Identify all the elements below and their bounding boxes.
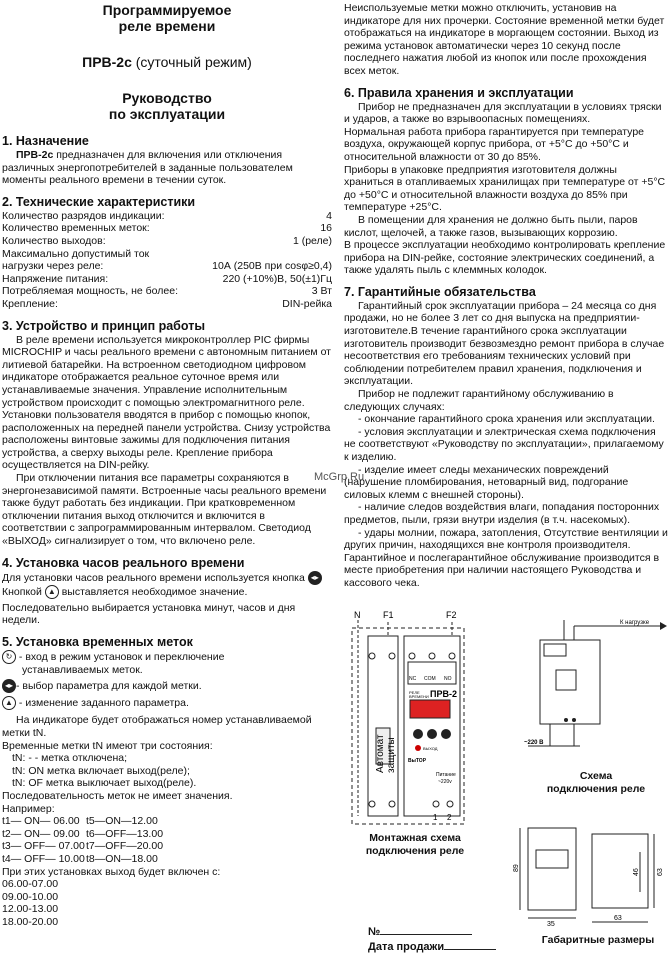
label-f2: F2 — [446, 610, 457, 620]
examples-list — [2, 815, 332, 865]
mode-button-icon: ↻ — [2, 650, 16, 664]
power-label-1: Питание — [436, 772, 456, 778]
section-5-bullet1b: устанавливаемых меток. — [22, 663, 143, 676]
section-4-line3: Последовательно выбирается установка минут, часов и дня недели. — [2, 601, 296, 627]
spec-value: 1 (реле) — [292, 234, 332, 247]
relay-display — [410, 700, 450, 718]
state-item: tN: OF метка выключает выход(реле). — [12, 777, 197, 790]
section-6-p3: Приборы в упаковке предприятия изготовителя должны храниться в отапливаемых хранилищах при температуре от +5°С до +50°С и относительной влажности воздуха до 85% при температуре +25°С. — [344, 163, 666, 214]
supply-label: ~220 В — [524, 740, 544, 746]
spec-row — [2, 248, 332, 261]
dim-width-front: 35 — [547, 921, 555, 928]
contact-no: NO — [444, 676, 452, 682]
section-6-p5: В процессе эксплуатации необходимо контролировать крепление прибора на DIN-рейке, состояние электрических соединений, а также удалять пыль с клеммных колодок. — [344, 239, 666, 277]
spec-row — [2, 235, 332, 248]
state-item: tN: - - метка отключена; — [12, 752, 128, 765]
section-5-p4: Например: — [2, 802, 55, 815]
section-1-heading: 1. Назначение — [2, 134, 89, 148]
section-3-p3: При отключении питания все параметры сохраняются в энергонезависимой памяти. Встроенные часы реального времени также будут работать без индикации. При кратковременном отключении питания выход отключится и включится в соответствии с запрограммированным интервалом. Светодиод «ВЫХОД» сигнализирует о том, что включено реле. — [2, 472, 327, 548]
exit-label: ВЫХОД — [423, 746, 438, 751]
load-label: К нагрузке — [620, 620, 650, 626]
example-a: t2— ON— 09.00 — [2, 827, 80, 840]
mode-button — [413, 729, 423, 739]
breaker-label-2: защиты — [386, 737, 397, 773]
section-6-p1: Прибор не предназначен для эксплуатации в условиях тряски и ударов, а также во взрывоопасных помещениях. — [344, 100, 662, 126]
device-model: ПРВ-2 — [430, 689, 457, 699]
section-7-p1: Гарантийный срок эксплуатации прибора – 24 месяца со дня продажи, но не более 3 лет со дня выпуска на предприятии-изготовителе.В течение гарантийного срока эксплуатации изготовитель производит безвозмездно ремонт прибора в случае несоответствия его требованиям технических условий при соблюдении потребителем правил хранения, подключения и эксплуатации. — [344, 299, 665, 388]
example-a: t3— OFF— 07.00 — [2, 840, 85, 853]
spec-row — [2, 222, 332, 235]
section-7-c4: - наличие следов воздействия влаги, попадания посторонних предметов, пыли, грязи внутри изделия (в т.ч. насекомых). — [344, 501, 660, 526]
section-7-c5: - удары молнии, пожара, затопления, Отсутствие вентиляции и других причин, находящихся вне контроля производителя. — [344, 526, 668, 552]
spec-row — [2, 210, 332, 223]
example-a: t1— ON— 06.00 — [2, 815, 80, 828]
section-7-c2: - условия эксплуатации и электрическая схема подключения не соответствуют «Руководству по эксплуатации», прилагаемому к изделию. — [344, 425, 664, 463]
device-label-small-2: ВРЕМЕНИ — [409, 694, 429, 699]
section-7-p3: Гарантийное и послегарантийное обслуживание производится в месте приобретения при наличии настоящего Руководства и кассового чека. — [344, 551, 660, 589]
change-button-icon: ▲ — [2, 696, 16, 710]
spec-key: Потребляемая мощность, не более: — [2, 285, 178, 298]
spec-value: 16 — [320, 222, 332, 235]
example-a: t4— OFF— 10.00 — [2, 852, 85, 865]
section-4-heading: 4. Установка часов реального времени — [2, 555, 245, 570]
spec-key: Напряжение питания: — [2, 272, 109, 285]
watermark: McGrp.Ru — [314, 471, 365, 483]
sale-date: Дата продажи — [368, 941, 496, 953]
left-column — [2, 0, 332, 929]
section-5-heading: 5. Установка временных меток — [2, 634, 193, 649]
wiring-caption: Монтажная схема подключения реле — [365, 832, 465, 857]
section-7-c3: - изделие имеет следы механических повреждений (нарушение пломбирования, нетоварный вид, подгорание силовых клемм с внешней стороны). — [344, 463, 629, 501]
select-button — [427, 729, 437, 739]
select-button-icon: ◂▸ — [2, 679, 16, 693]
right-top-text: Неиспользуемые метки можно отключить, установив на индикаторе для них прочерки. Состояние временной метки будет отображаться на индикаторе в моргающем состоянии. Выход из режима установок автоматически через 10 секунд после последнего нажатия любой из кнопок или после прохождения всех меток. — [344, 2, 665, 77]
spec-key: Количество временных меток: — [2, 222, 150, 235]
example-row — [2, 840, 332, 853]
contact-com: COM — [424, 676, 436, 682]
section-7-c1: - окончание гарантийного срока хранения или эксплуатации. — [358, 413, 655, 426]
section-3-p2: Установки пользователя вводятся в прибор с помощью кнопок, расположенных на передней панели устройства. Снизу устройства расположены винтовые зажимы для подключения питания устройства, а сверху выходы реле. Крепление прибора осуществляется на DIN-рейку. — [2, 409, 331, 472]
section-6-heading: 6. Правила хранения и эксплуатации — [344, 85, 574, 100]
spec-row — [2, 273, 332, 286]
example-b: t6—OFF—13.00 — [86, 827, 164, 840]
section-7-heading: 7. Гарантийные обязательства — [344, 284, 536, 299]
spec-key: Максимально допустимый ток — [2, 247, 150, 260]
terminal-2: 2 — [447, 813, 452, 822]
label-f1: F1 — [383, 610, 394, 620]
manual-title: Руководство по эксплуатации — [108, 90, 226, 122]
relay-outline — [540, 640, 600, 724]
section-4-line1: Для установки часов реального времени используется кнопка ◂▸ — [2, 571, 332, 585]
spec-row — [2, 285, 332, 298]
breaker-label-1: Автомат — [375, 734, 386, 773]
contact-nc: NC — [409, 676, 417, 682]
example-row — [2, 853, 332, 866]
scheme-caption: Схема подключения реле — [546, 770, 646, 795]
section-5-bullet3: ▲ - изменение заданного параметра. — [2, 696, 332, 710]
dimensions-caption: Габаритные размеры — [541, 934, 655, 946]
sale-number: № — [368, 926, 472, 938]
spec-key: Количество выходов: — [2, 234, 106, 247]
up-button-icon: ▲ — [45, 585, 59, 599]
section-5-bullet1: ↻ - вход в режим установок и переключение — [2, 650, 332, 664]
spec-value: DIN-рейка — [282, 297, 332, 310]
section-7-p2: Прибор не подлежит гарантийному обслуживанию в следующих случаях: — [344, 388, 614, 413]
dim-depth-1: 46 — [633, 868, 640, 876]
relay-body — [404, 636, 460, 816]
spec-row — [2, 298, 332, 311]
spec-value: 220 (+10%)В, 50(±1)Гц — [222, 272, 332, 285]
spec-value: 4 — [326, 209, 332, 222]
interval-item: 06.00-07.00 — [2, 878, 59, 891]
connection-scheme — [520, 616, 668, 756]
right-column — [344, 0, 668, 590]
power-label-2: ~220v — [438, 779, 452, 785]
section-5-p1: На индикаторе будет отображаться номер устанавливаемой метки tN. — [2, 714, 312, 739]
label-n: N — [354, 610, 361, 620]
up-button — [441, 729, 451, 739]
model-title: ПРВ-2с (суточный режим) — [82, 54, 252, 70]
intervals-list — [2, 878, 332, 928]
spec-key: Крепление: — [2, 297, 58, 310]
interval-item: 12.00-13.00 — [2, 903, 59, 916]
section-4-line2: Кнопкой ▲ выставляется необходимое значение. — [2, 585, 248, 598]
example-b: t7—OFF—20.00 — [86, 840, 164, 853]
spec-row — [2, 260, 332, 273]
spec-value: 3 Вт — [311, 285, 332, 298]
example-row — [2, 828, 332, 841]
terminal-1: 1 — [433, 813, 438, 822]
interval-item: 18.00-20.00 — [2, 915, 59, 928]
device-label-small-1: РЕЛЕ — [409, 690, 420, 695]
section-6-p2: Нормальная работа прибора гарантируется при температуре воздуха, окружающей корпус прибора, от +5°С до +50°С и относительной влажности от 30 до 85%. — [344, 125, 644, 163]
states-list — [2, 752, 332, 790]
section-3-p1: В реле времени используется микроконтроллер PIC фирмы MICROCHIP и часы реального времени с автономным питанием от литиевой батарейки. На встроенном светодиодном цифровом индикаторе отображается реальное суточное время или устанавливаемые значения. Управление исполнительным устройством происходит с помощью электромагнитного реле. — [2, 333, 331, 409]
section-5-p2: Временные метки tN имеют три состояния: — [2, 739, 213, 752]
section-5-p5: При этих установках выход будет включен с: — [2, 865, 221, 878]
section-5-p3: Последовательность меток не имеет значения. — [2, 789, 233, 802]
spec-key: Количество разрядов индикации: — [2, 209, 165, 222]
state-item: tN: ON метка включает выход(реле); — [12, 764, 190, 777]
brand-label: ВыТОР — [408, 758, 427, 764]
dim-width-side: 63 — [614, 915, 622, 922]
section-2-heading: 2. Технические характеристики — [2, 194, 196, 209]
section-6-p4: В помещении для хранения не должно быть пыли, паров кислот, щелочей, а также газов, вызывающих коррозию. — [344, 213, 638, 239]
example-b: t8—ON—18.00 — [86, 852, 158, 865]
left-right-button-icon: ◂▸ — [308, 571, 322, 585]
dim-depth-2: 63 — [657, 868, 664, 876]
example-b: t5—ON—12.00 — [86, 815, 158, 828]
spec-value: 10А (250В при cosφ≥0,4) — [212, 260, 332, 273]
section-5-bullet2: ◂▸ - выбор параметра для каждой метки. — [2, 679, 332, 693]
spec-table — [2, 210, 332, 311]
exit-led — [415, 745, 421, 751]
dimensions-drawing — [510, 822, 668, 928]
section-3-heading: 3. Устройство и принцип работы — [2, 318, 206, 333]
wiring-diagram — [346, 608, 474, 830]
front-view — [528, 828, 576, 910]
example-row — [2, 815, 332, 828]
section-1-text: ПРВ-2с предназначен для включения или отключения различных энергопотребителей в заданные пользователем моменты реального времени в течении суток. — [2, 149, 293, 187]
breaker-body — [368, 636, 398, 816]
dim-height: 89 — [513, 864, 520, 872]
doc-title: Программируемое реле времени — [102, 2, 232, 34]
interval-item: 09.00-10.00 — [2, 890, 59, 903]
spec-key: нагрузки через реле: — [2, 260, 104, 273]
